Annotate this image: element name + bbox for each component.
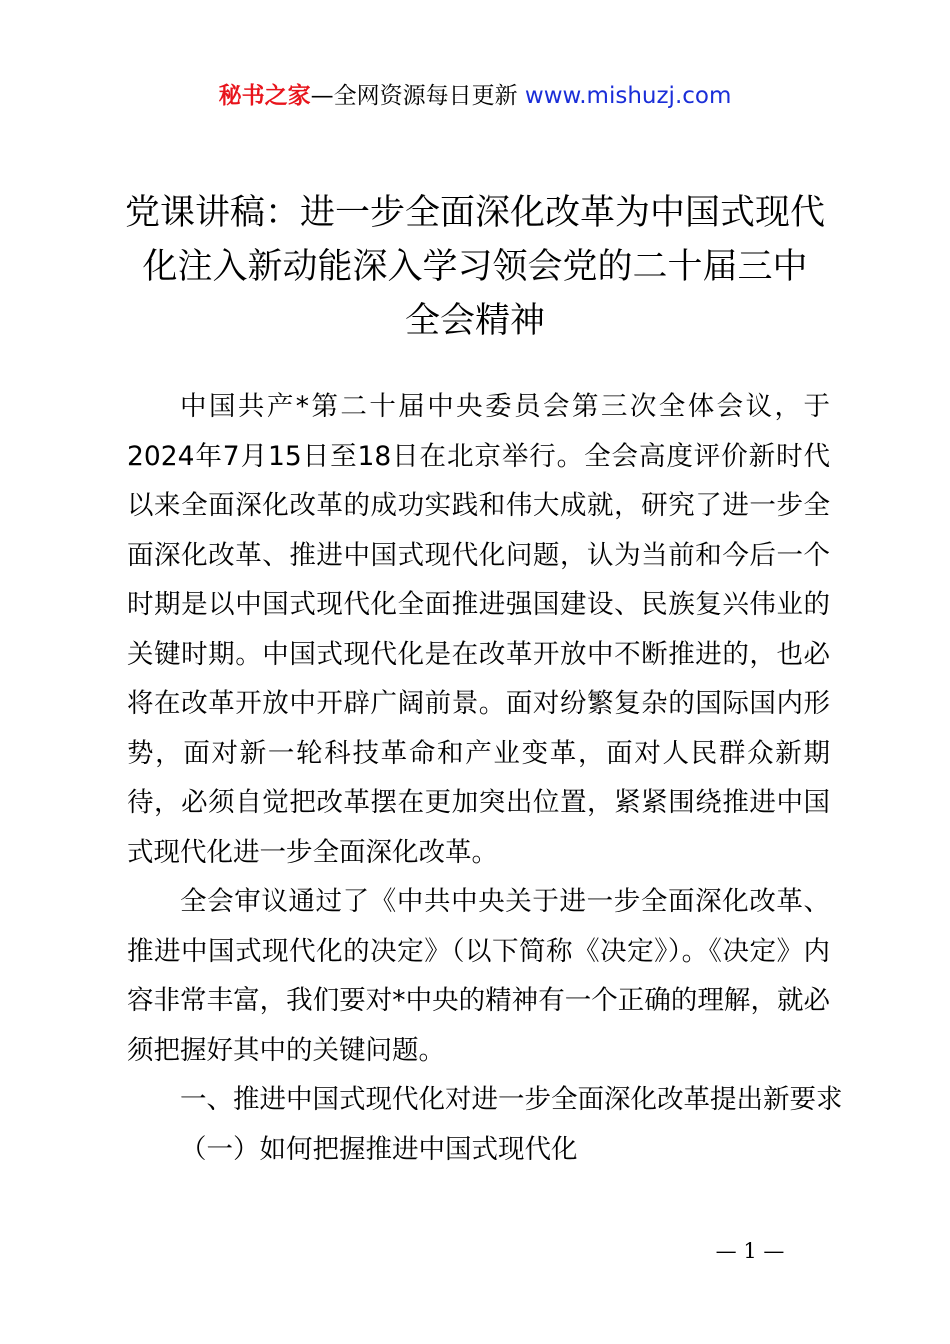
subsection-heading: （一）如何把握推进中国式现代化 — [180, 1133, 578, 1165]
site-url-link[interactable]: www.mishuzj.com — [524, 83, 732, 109]
body-paragraph: 中国共产*第二十届中央委员会第三次全体会议，于2024年7月15日至18日在北京举行。全会高度评价新时代以来全面深化改革的成功实践和伟大成就，研究了进一步全面深化改革、推进中国式现代化问题，认为当前和今后一个时期是以中国式现代化全面推进强国建设、民族复兴伟业的关键时期。中国式现代化是在改革开放中不断推进的，也必将在改革开放中开辟广阔前景。面对纷繁复杂的国际国内形势，面对新一轮科技革命和产业变革，面对人民群众新期待，必须自觉把改革摆在更加突出位置，紧紧围绕推进中国式现代化进一步全面深化改革。 — [127, 391, 830, 868]
site-brand: 秘书之家 — [218, 83, 311, 109]
site-tagline: —全网资源每日更新 — [310, 83, 518, 109]
title-line: 全会精神 — [404, 301, 545, 341]
document-body — [127, 382, 843, 1174]
document-title — [120, 186, 830, 348]
site-header — [0, 80, 950, 112]
page-number: — 1 — — [715, 1239, 785, 1263]
section-heading: 一、推进中国式现代化对进一步全面深化改革提出新要求 — [180, 1084, 843, 1115]
title-line: 党课讲稿：进一步全面深化改革为中国式现代 — [124, 193, 825, 233]
title-line: 化注入新动能深入学习领会党的二十届三中 — [142, 247, 808, 287]
body-paragraph: 全会审议通过了《中共中央关于进一步全面深化改革、推进中国式现代化的决定》（以下简称《决定》）。《决定》内容非常丰富，我们要对*中央的精神有一个正确的理解，就必须把握好其中的关键问题。 — [127, 886, 830, 1066]
